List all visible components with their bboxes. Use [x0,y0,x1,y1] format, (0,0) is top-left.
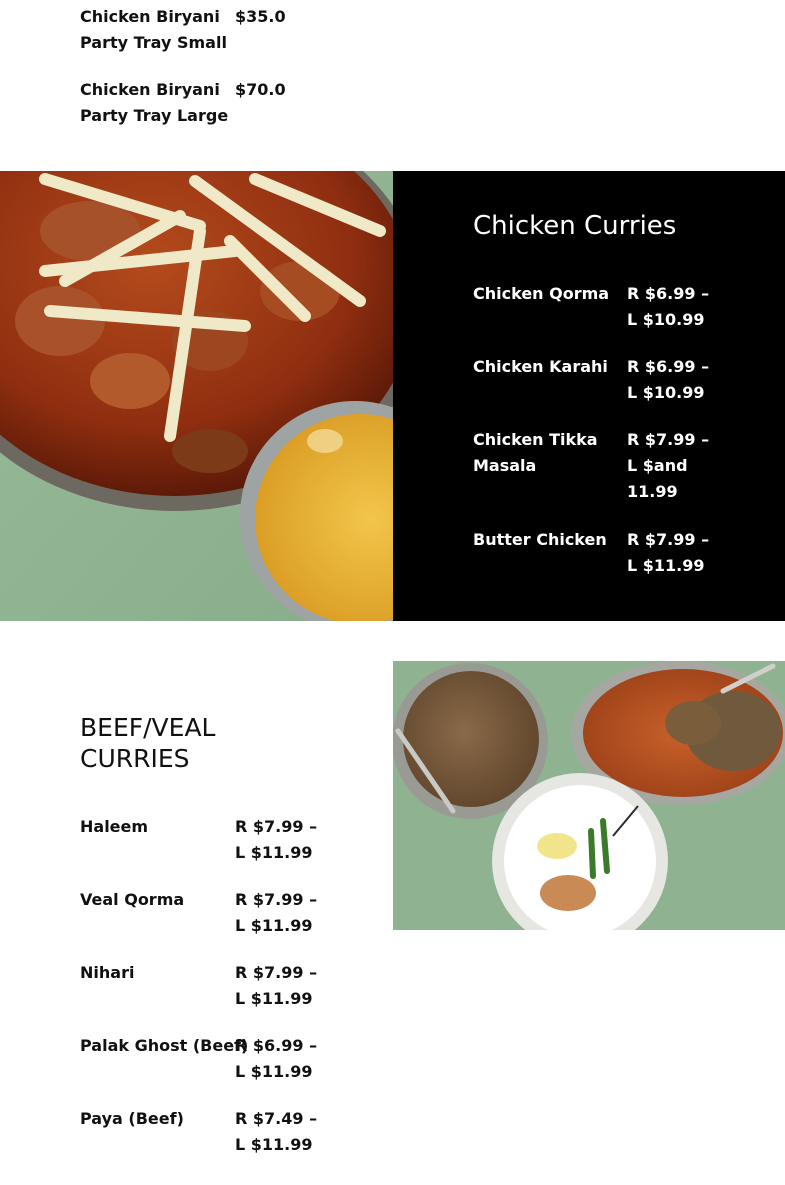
item-price: R $7.99 – L $and 11.99 [627,430,710,501]
section-title: BEEF/VEAL CURRIES [80,713,216,773]
item-price: R $6.99 – L $11.99 [235,1036,318,1081]
item-price: R $7.99 – L $11.99 [235,817,318,862]
item-price: R $7.99 – L $11.99 [627,530,710,575]
item-price: R $6.99 – L $10.99 [627,357,710,402]
beef-curry-photo [393,661,785,930]
beef-curry-photo-art [393,661,785,930]
item-price: R $6.99 – L $10.99 [627,284,710,329]
item-name: Palak Ghost (Beef) [80,1036,249,1055]
item-price: R $7.99 – L $11.99 [235,963,318,1008]
chicken-curry-photo-art [0,171,393,621]
item-name: Chicken Qorma [473,284,610,303]
item-name: Chicken Biryani Party Tray Small [80,7,227,52]
item-name: Paya (Beef) [80,1109,184,1128]
section-title: Chicken Curries [473,211,677,241]
item-name: Chicken Karahi [473,357,608,376]
item-name: Haleem [80,817,149,836]
item-name: Chicken Biryani Party Tray Large [80,80,229,125]
item-price: $35.0 [235,7,286,26]
item-price: $70.0 [235,80,286,99]
chicken-curry-photo [0,171,393,621]
item-name: Nihari [80,963,135,982]
item-name: Chicken Tikka Masala [473,430,598,475]
item-name: Veal Qorma [80,890,185,909]
item-price: R $7.49 – L $11.99 [235,1109,318,1154]
chicken-curries-panel [393,171,785,621]
item-price: R $7.99 – L $11.99 [235,890,318,935]
item-name: Butter Chicken [473,530,607,549]
